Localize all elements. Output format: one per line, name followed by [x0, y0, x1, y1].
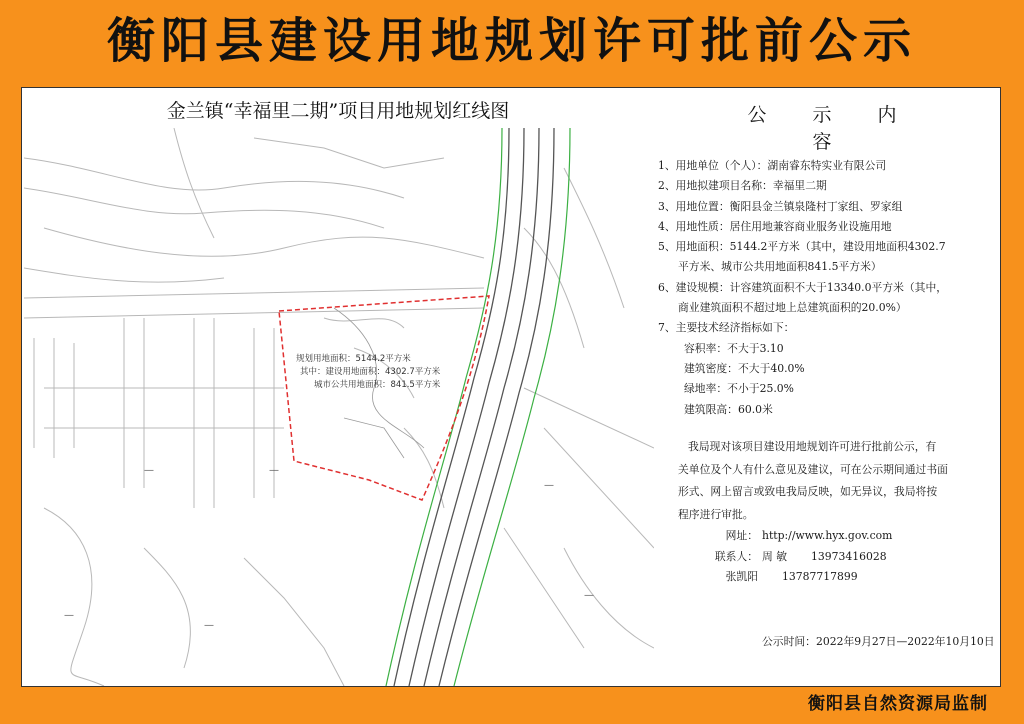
notice-heading: 公 示 内 容	[747, 104, 917, 153]
contact-person-2: 张凯阳	[725, 570, 758, 583]
svg-text:—: —	[584, 590, 594, 601]
footer-credit: 衡阳县自然资源局监制	[808, 694, 988, 714]
svg-text:—: —	[269, 465, 279, 476]
notice-item: 5、用地面积：5144.2平方米（其中，建设用地面积4302.7	[658, 240, 946, 254]
contact-phone-1: 13973416028	[811, 549, 887, 563]
notice-item: 绿地率：不小于25.0%	[684, 382, 794, 396]
contact-label: 联系人：	[714, 549, 758, 563]
annotation-total-area: 规划用地面积：5144.2平方米	[296, 354, 411, 364]
notice-item: 商业建筑面积不超过地上总建筑面积的20.0%）	[678, 301, 907, 315]
notice-item: 建筑限高：60.0米	[684, 402, 773, 416]
notice-item: 4、用地性质：居住用地兼容商业服务业设施用地	[658, 219, 892, 233]
map-title: 金兰镇“幸福里二期”项目用地规划红线图	[166, 100, 510, 122]
svg-text:—: —	[204, 620, 214, 631]
redline-map	[24, 128, 654, 686]
website-link[interactable]: http://www.hyx.gov.com	[762, 529, 893, 542]
banner-title: 衡阳县建设用地规划许可批前公示	[106, 13, 917, 69]
annotation-public-area: 城市公共用地面积：841.5平方米	[314, 380, 441, 390]
paragraph-line: 程序进行审批。	[678, 507, 754, 521]
website-label: 网址：	[725, 529, 758, 542]
notice-paragraph	[658, 436, 998, 527]
svg-text:—: —	[64, 610, 74, 621]
svg-text:—: —	[544, 480, 554, 491]
notice-content	[658, 156, 998, 527]
website-row	[658, 526, 998, 547]
notice-item: 3、用地位置：衡阳县金兰镇泉隆村丁家组、罗家组	[658, 199, 903, 213]
notice-item: 2、用地拟建项目名称：幸福里二期	[658, 179, 827, 193]
contact-row	[658, 547, 998, 568]
notice-item: 容积率：不大于3.10	[684, 341, 784, 355]
notice-item: 建筑密度：不大于40.0%	[684, 361, 805, 375]
notice-item: 7、主要技术经济指标如下：	[658, 321, 795, 335]
paragraph-line: 关单位及个人有什么意见及建议，可在公示期间通过书面	[678, 462, 948, 476]
notice-item: 6、建设规模：计容建筑面积不大于13340.0平方米（其中，	[658, 280, 948, 294]
svg-text:—: —	[144, 465, 154, 476]
paragraph-line: 我局现对该项目建设用地规划许可进行批前公示，有	[688, 439, 937, 453]
contact-row	[658, 567, 998, 588]
notice-period: 公示时间：2022年9月27日—2022年10月10日	[762, 635, 995, 648]
contact-phone-2: 13787717899	[782, 570, 858, 583]
contact-info	[658, 526, 998, 588]
contact-person-1: 周 敏	[762, 549, 788, 563]
notice-item: 1、用地单位（个人）：湖南睿东特实业有限公司	[658, 159, 887, 172]
annotation-build-area: 其中：建设用地面积：4302.7平方米	[300, 367, 441, 377]
paragraph-line: 形式、网上留言或致电我局反映，如无异议，我局将按	[678, 485, 938, 499]
notice-item: 平方米、城市公共用地面积841.5平方米）	[678, 260, 882, 274]
notice-board	[21, 87, 1001, 687]
